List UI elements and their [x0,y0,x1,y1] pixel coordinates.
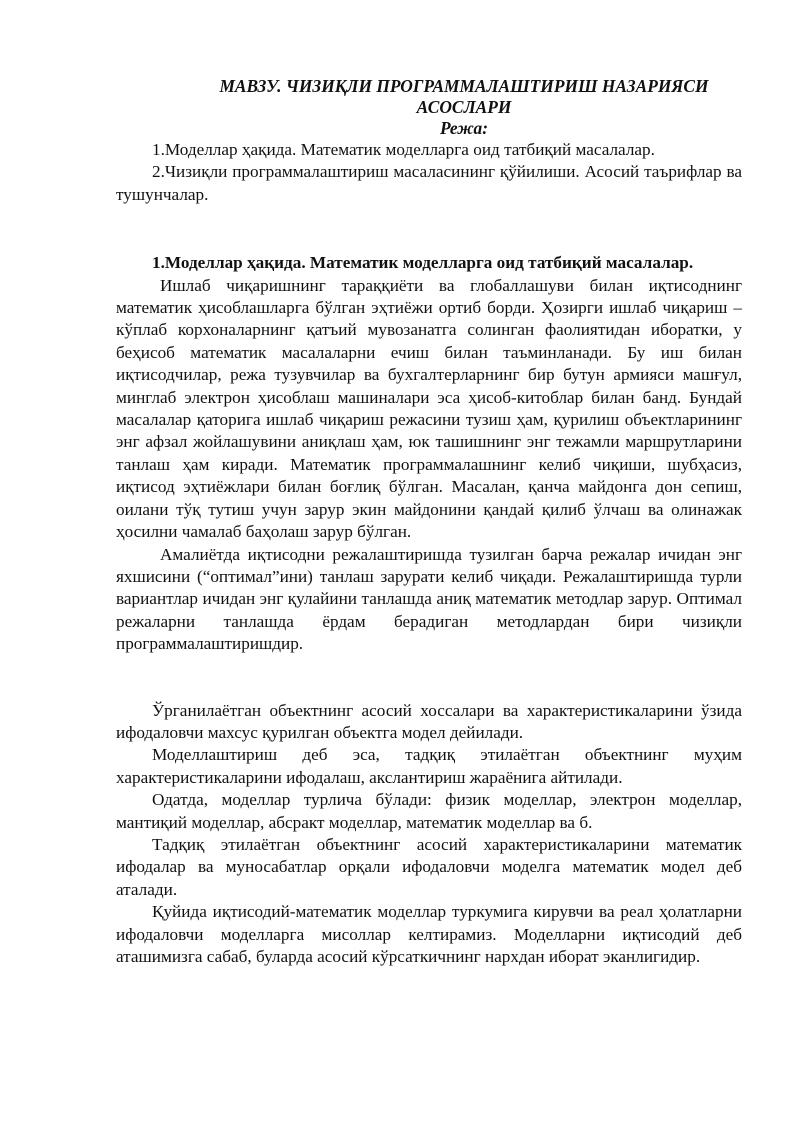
paragraph-production: Ишлаб чиқаришнинг тараққиёти ва глобаллашуви билан иқтисоднинг математик ҳисоблашларга бўлган эҳтиёжи ортиб борди. Ҳозирги ишлаб чиқариш – кўплаб корхоналарнинг қатъий мувозанатга солинган фаолиятидан иборатки, у беҳисоб математик масалаларни ечиш билан таъминланади. Бу иш билан иқтисодчилар, режа тузувчилар ва бухгалтерларнинг бир бутун армияси машғул, минглаб электрон ҳисоблаш машиналари эса ҳисоб-китоблар билан банд. Бундай масалалар қаторига ишлаб чиқариш режасини тузиш ҳам, қурилиш объектларининг энг афзал жойлашувини аниқлаш ҳам, юк ташишнинг энг тежамли маршрутларини танлаш ҳам киради. Математик программалашнинг келиб чиқиши, шубҳасиз, иқтисод эҳтиёжлари билан боғлиқ бўлган. Масалан, қанча майдонга дон сепиш, оилани тўқ тутиш учун зарур экин майдонини қандай қилиб ўлчаш ва олинажак ҳосилни чамалаб баҳолаш зарур бўлган. [116,275,742,542]
paragraph-optimal: Амалиётда иқтисодни режалаштиришда тузилган барча режалар ичидан энг яхшисини (“оптимал”ини) танлаш зарурати келиб чиқади. Режалаштиришда турли вариантлар ичидан энг қулайини танлашда аниқ математик методлар зарур. Оптимал режаларни танлашда ёрдам берадиган методлардан бири чизиқли программалаштиришдир. [116,544,742,654]
document-page [116,76,742,968]
paragraph-math-model: Тадқиқ этилаётган объектнинг асосий характеристикаларини математик ифодалар ва муносабатлар орқали ифодаловчи моделга математик модел деб аталади. [116,834,742,899]
paragraph-examples: Қуйида иқтисодий-математик моделлар туркумига кирувчи ва реал ҳолатларни ифодаловчи моделларга мисоллар келтирамиз. Моделларни иқтисодий деб аташимизга сабаб, буларда асосий кўрсаткичнинг нархдан иборат эканлигидир. [116,902,742,966]
paragraph-model-definition: Ўрганилаётган объектнинг асосий хоссалари ва характеристикаларини ўзида ифодаловчи махсус қурилган объектга модел дейилади. [116,700,742,742]
section-heading: 1.Моделлар ҳақида. Математик моделларга оид татбиқий масалалар. [152,253,694,273]
spacer [116,206,742,252]
paragraph-model-types: Одатда, моделлар турлича бўлади: физик моделлар, электрон моделлар, мантиқий моделлар, абсракт моделлар, математик моделлар ва б. [116,790,742,832]
plan-item-2: 2.Чизиқли программалаштириш масаласининг қўйилиши. Асосий таърифлар ва тушунчалар. [116,162,742,204]
plan-label: Режа: [439,118,489,138]
document-title: МАВЗУ. ЧИЗИҚЛИ ПРОГРАММАЛАШТИРИШ НАЗАРИЯСИ АСОСЛАРИ [219,76,709,117]
paragraph-modeling-definition: Моделлаштириш деб эса, тадқиқ этилаётган объектнинг муҳим характеристикаларини ифодалаш, акслантириш жараёнига айтилади. [116,745,742,787]
plan-item-1: 1.Моделлар ҳақида. Математик моделларга оид татбиқий масалалар. [152,140,655,159]
spacer [116,656,742,700]
